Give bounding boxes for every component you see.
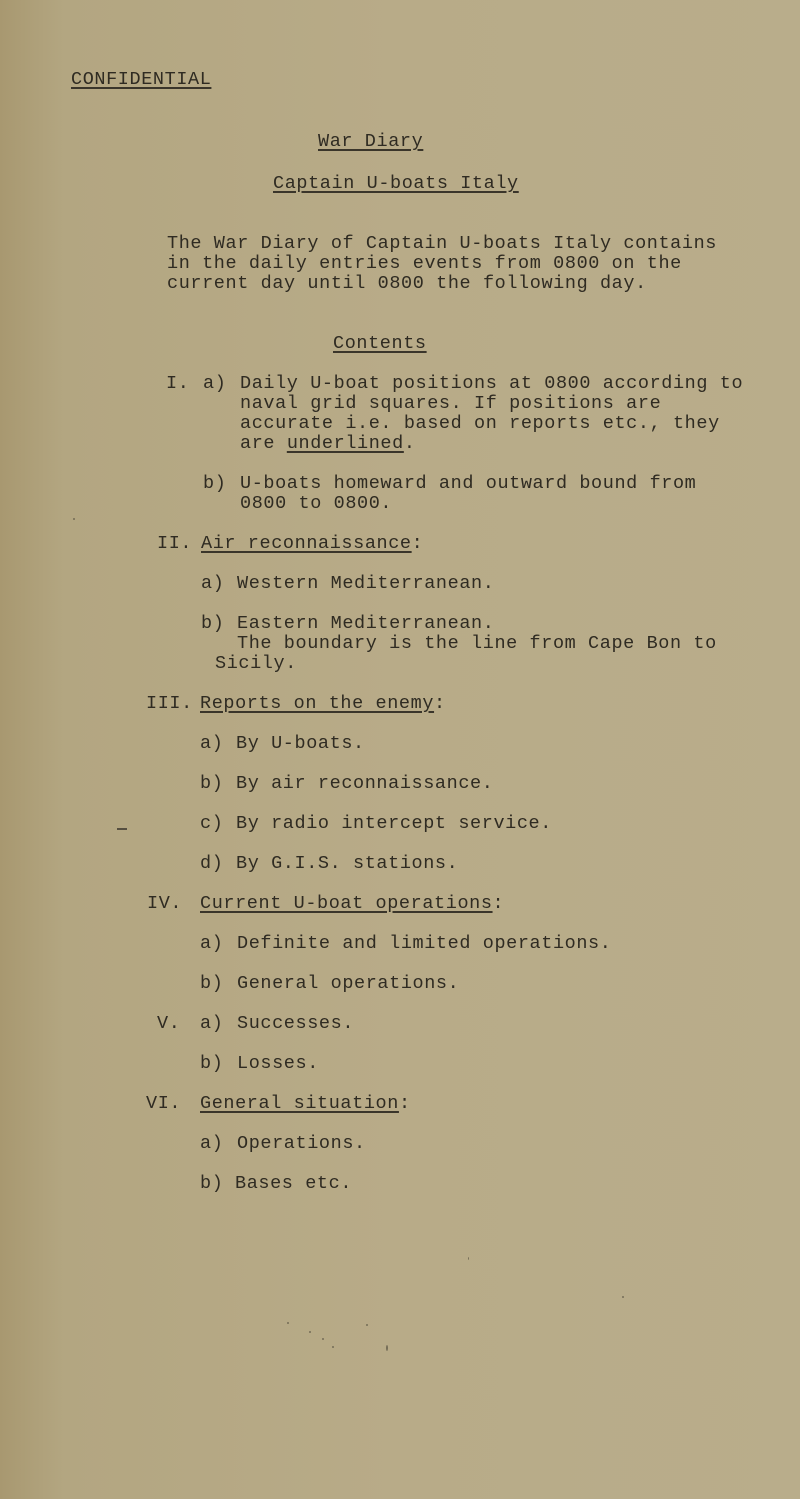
intro-line: The War Diary of Captain U-boats Italy contains (167, 233, 717, 254)
item-line: Eastern Mediterranean. (237, 613, 495, 634)
item-letter: a) (200, 733, 224, 754)
scan-speck (73, 518, 75, 520)
scan-artifact-mark (117, 828, 127, 830)
item-text: By G.I.S. stations. (236, 853, 459, 874)
item-letter: a) (200, 1013, 224, 1034)
item-letter: c) (200, 813, 224, 834)
section-numeral: IV. (147, 893, 183, 914)
item-letter: b) (203, 473, 227, 494)
item-text: General operations. (237, 973, 460, 994)
item-letter: b) (201, 613, 225, 634)
item-letter: b) (200, 773, 224, 794)
item-text: Definite and limited operations. (237, 933, 612, 954)
item-text: By U-boats. (236, 733, 365, 754)
item-text: Losses. (237, 1053, 319, 1074)
item-line (240, 434, 416, 454)
scan-speck (386, 1345, 388, 1351)
item-letter: b) (200, 1053, 224, 1074)
title-colon: : (398, 1093, 411, 1114)
item-text: Bases etc. (235, 1173, 353, 1194)
scan-speck (287, 1322, 289, 1324)
item-line: 0800 to 0800. (240, 493, 393, 514)
item-text: Operations. (237, 1133, 366, 1154)
scan-speck (332, 1346, 334, 1348)
section-title-text: Reports on the enemy (200, 693, 435, 714)
intro-line: in the daily entries events from 0800 on the (167, 253, 682, 274)
scan-speck (622, 1296, 624, 1298)
section-numeral: III. (146, 693, 193, 714)
item-letter: a) (200, 1133, 224, 1154)
section-title (200, 894, 504, 914)
item-letter: a) (203, 373, 227, 394)
contents-heading: Contents (333, 333, 427, 354)
item-letter: d) (200, 853, 224, 874)
intro-line: current day until 0800 the following day. (167, 273, 647, 294)
line-prefix: are (240, 433, 287, 454)
classification-label: CONFIDENTIAL (71, 69, 212, 90)
item-line: The boundary is the line from Cape Bon to (237, 633, 717, 654)
item-line: Sicily. (215, 653, 297, 674)
section-title (201, 534, 423, 554)
section-numeral: VI. (146, 1093, 182, 1114)
scan-speck (309, 1331, 311, 1333)
title-colon: : (492, 893, 505, 914)
section-numeral: I. (166, 373, 190, 394)
item-letter: b) (200, 1173, 224, 1194)
section-title-text: Current U-boat operations (200, 893, 493, 914)
item-text: By air reconnaissance. (236, 773, 494, 794)
item-line: U-boats homeward and outward bound from (240, 473, 697, 494)
item-letter: a) (200, 933, 224, 954)
section-numeral: V. (157, 1013, 181, 1034)
section-numeral: II. (157, 533, 193, 554)
item-text: Successes. (237, 1013, 355, 1034)
section-title-text: General situation (200, 1093, 399, 1114)
underlined-word: underlined (286, 433, 404, 454)
item-text: By radio intercept service. (236, 813, 552, 834)
item-line: Daily U-boat positions at 0800 according to (240, 373, 744, 394)
scan-speck (322, 1338, 324, 1340)
scan-speck (468, 1257, 469, 1260)
item-line: accurate i.e. based on reports etc., they (240, 413, 720, 434)
document-subtitle: Captain U-boats Italy (273, 173, 519, 194)
title-colon: : (411, 533, 424, 554)
title-colon: : (434, 693, 446, 714)
document-title: War Diary (318, 131, 424, 152)
item-line: Western Mediterranean. (237, 573, 495, 594)
item-line: naval grid squares. If positions are (240, 393, 662, 414)
section-title-text: Air reconnaissance (201, 533, 412, 554)
section-title (200, 694, 446, 714)
line-suffix: . (403, 433, 416, 454)
item-letter: a) (201, 573, 225, 594)
scan-speck (366, 1324, 368, 1326)
item-letter: b) (200, 973, 224, 994)
section-title (200, 1094, 411, 1114)
